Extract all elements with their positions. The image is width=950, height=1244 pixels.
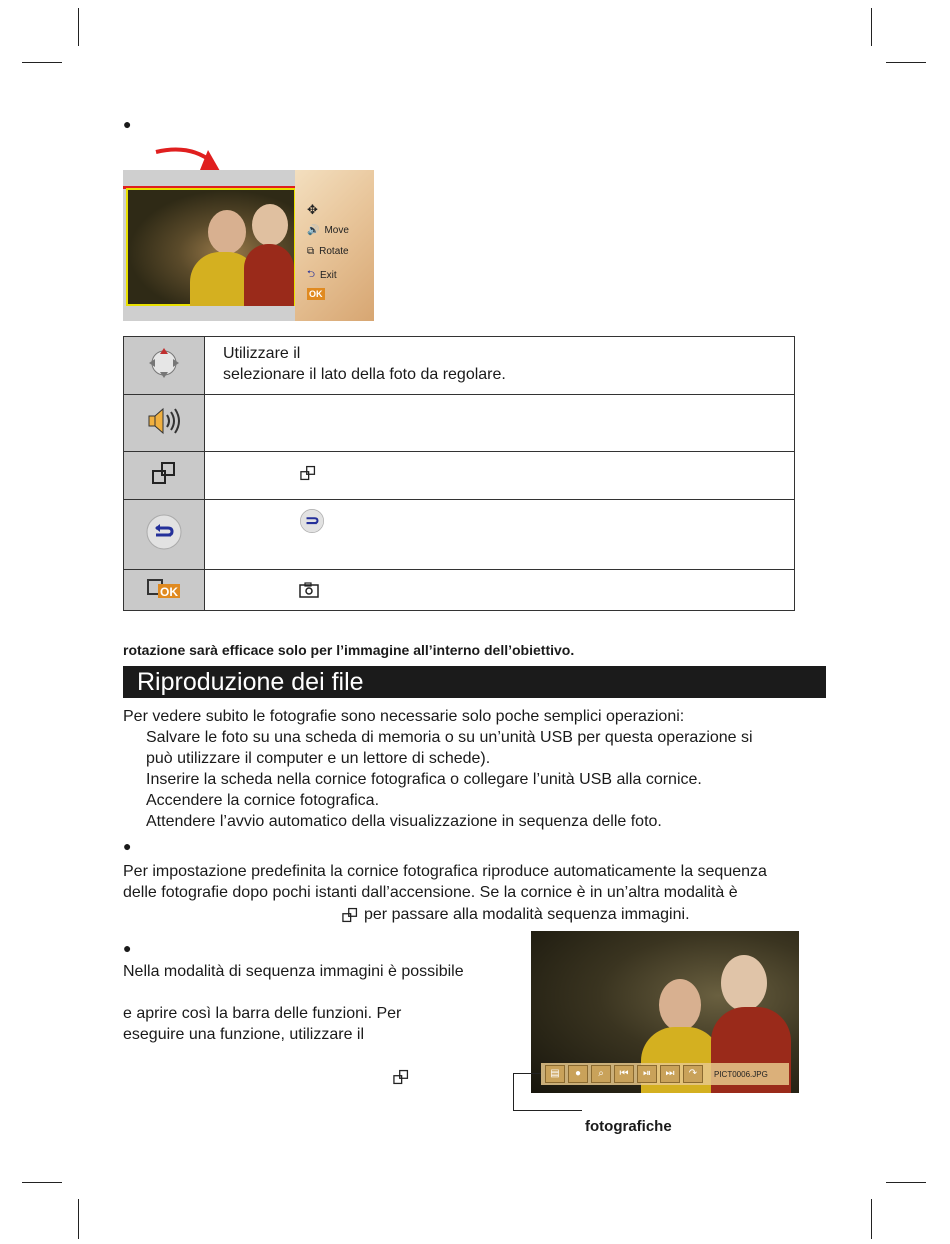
crop-mark xyxy=(886,62,926,63)
rotate-icon xyxy=(341,906,359,924)
photo-person xyxy=(721,955,767,1011)
preview-photo xyxy=(126,188,296,306)
camera-ok-icon xyxy=(146,576,182,600)
callout-line xyxy=(513,1110,582,1111)
paragraph-text: e aprire così la barra delle funzioni. Per xyxy=(123,1005,402,1022)
table-icon-cell xyxy=(124,500,205,570)
bullet: ● xyxy=(123,838,132,854)
play-pause-icon[interactable]: ⏯ xyxy=(637,1065,657,1083)
menu-item-exit[interactable]: ⮌ Exit xyxy=(307,267,337,284)
step-text: Inserire la scheda nella cornice fotografica o collegare l’unità USB alla cornice. xyxy=(146,771,702,788)
crop-mark xyxy=(871,8,872,46)
paragraph-text: Per impostazione predefinita la cornice fotografica riproduce automaticamente la sequenza xyxy=(123,863,767,880)
step-text: Salvare le foto su una scheda di memoria o su un’unità USB per questa operazione si xyxy=(146,729,753,746)
step-text: Attendere l’avvio automatico della visualizzazione in sequenza delle foto. xyxy=(146,813,662,830)
paragraph-text: Nella modalità di sequenza immagini è possibile xyxy=(123,963,464,980)
table-row xyxy=(124,452,795,500)
step-text: Accendere la cornice fotografica. xyxy=(146,792,380,809)
table-text: Utilizzare il xyxy=(223,345,301,362)
menu-item-rotate[interactable]: ⧉ Rotate xyxy=(307,246,349,257)
crop-mark xyxy=(78,1199,79,1239)
callout-line xyxy=(513,1073,541,1074)
rotate-icon: ⧉ xyxy=(307,246,315,257)
back-icon xyxy=(299,508,325,534)
table-icon-cell xyxy=(124,452,205,500)
previous-icon[interactable]: ⏮ xyxy=(614,1065,634,1083)
table-text-cell xyxy=(205,395,795,452)
paragraph-text: eseguire una funzione, utilizzare il xyxy=(123,1026,365,1043)
crop-mark xyxy=(886,1182,926,1183)
rotate-preview-screenshot xyxy=(123,170,374,321)
slideshow-photo xyxy=(531,931,799,1093)
step-text: può utilizzare il computer e un lettore di schede). xyxy=(146,750,491,767)
bullet: ● xyxy=(123,940,132,956)
menu-item-dpad xyxy=(307,202,318,218)
rotate-icon xyxy=(150,459,178,487)
rotate-icon xyxy=(299,464,317,482)
svg-text:OK: OK xyxy=(160,584,178,599)
note-text: rotazione sarà efficace solo per l’immagine all’interno dell’obiettivo. xyxy=(123,642,575,658)
dpad-icon: ✥ xyxy=(307,202,318,217)
paragraph-text: per passare alla modalità sequenza immagini. xyxy=(364,906,690,923)
paragraph-text: delle fotografie dopo pochi istanti dall’accensione. Se la cornice è in un’altra modalità è xyxy=(123,884,738,901)
settings-icon[interactable]: ● xyxy=(568,1065,588,1083)
speaker-icon xyxy=(147,406,181,436)
camera-icon xyxy=(299,582,319,598)
table-text-cell xyxy=(205,452,795,500)
table-icon-cell xyxy=(124,570,205,611)
photo-person xyxy=(208,210,246,254)
photo-clothing xyxy=(244,244,294,306)
table-row xyxy=(124,337,795,395)
file-name: PICT0006.JPG xyxy=(714,1069,768,1079)
table-row xyxy=(124,570,795,611)
function-bar xyxy=(541,1063,789,1085)
back-icon xyxy=(145,513,183,551)
controls-table xyxy=(123,336,795,611)
dpad-icon xyxy=(146,345,182,381)
table-icon-cell xyxy=(124,395,205,452)
bullet: ● xyxy=(123,116,132,132)
zoom-icon[interactable]: ⌕ xyxy=(591,1065,611,1083)
back-icon: ⮌ xyxy=(307,269,316,280)
callout-line xyxy=(513,1073,514,1111)
menu-item-move[interactable]: 🔊 Move xyxy=(307,225,349,236)
figure-caption: fotografiche xyxy=(585,1118,672,1135)
folder-icon[interactable]: ▤ xyxy=(545,1065,565,1083)
crop-mark xyxy=(78,8,79,46)
table-row xyxy=(124,395,795,452)
table-text: selezionare il lato della foto da regolare. xyxy=(223,366,506,383)
intro-text: Per vedere subito le fotografie sono necessarie solo poche semplici operazioni: xyxy=(123,708,685,725)
rotate-icon xyxy=(392,1068,410,1086)
rotate-icon[interactable]: ↷ xyxy=(683,1065,703,1083)
menu-panel xyxy=(295,170,374,321)
photo-person xyxy=(659,979,701,1031)
crop-mark xyxy=(22,62,62,63)
section-title: Riproduzione dei file xyxy=(123,666,826,698)
speaker-icon: 🔊 xyxy=(307,225,320,236)
table-text-cell xyxy=(205,337,795,395)
camera-ok-icon: OK xyxy=(309,289,323,299)
table-icon-cell xyxy=(124,337,205,395)
photo-person xyxy=(252,204,288,246)
next-icon[interactable]: ⏭ xyxy=(660,1065,680,1083)
menu-item-ok[interactable] xyxy=(307,288,325,300)
table-text-cell xyxy=(205,570,795,611)
table-row xyxy=(124,500,795,570)
crop-mark xyxy=(22,1182,62,1183)
crop-mark xyxy=(871,1199,872,1239)
table-text-cell xyxy=(205,500,795,570)
